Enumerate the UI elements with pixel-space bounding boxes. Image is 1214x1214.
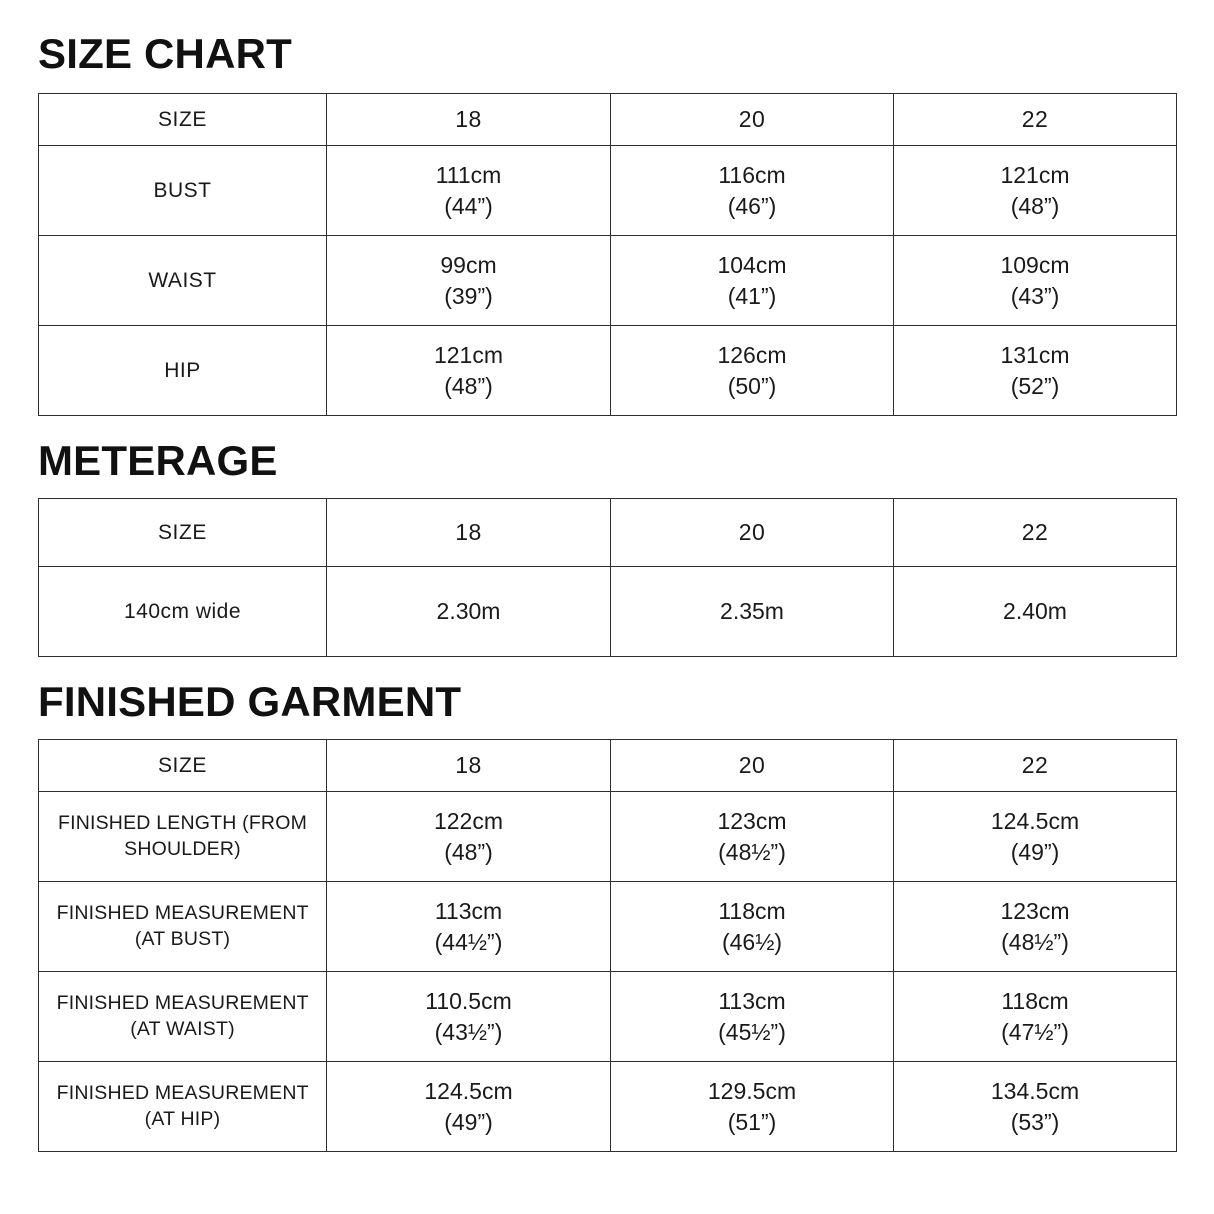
table-header-row: [39, 94, 1177, 146]
cell-hip-20: [611, 326, 894, 416]
table-row: [39, 326, 1177, 416]
value-inch: (44”): [444, 192, 493, 219]
section-heading-size-chart: SIZE CHART: [38, 30, 292, 77]
cell-finished-hip-22: [894, 1062, 1177, 1152]
column-header-size: SIZE: [39, 94, 327, 146]
table-row: [39, 146, 1177, 236]
cell-bust-22: [894, 146, 1177, 236]
cell-hip-18: [327, 326, 611, 416]
label-line-1: FINISHED LENGTH: [57, 811, 237, 834]
finished-garment-table: [38, 739, 1177, 1152]
value-inch: (47½”): [1001, 1018, 1069, 1045]
spacer: [38, 75, 1176, 93]
value-cm: 121cm: [433, 341, 504, 368]
row-label-finished-bust: [39, 882, 327, 972]
table-header-row: [39, 499, 1177, 567]
value-cm: 134.5cm: [990, 1077, 1080, 1104]
section-heading-finished-garment: FINISHED GARMENT: [38, 678, 462, 725]
cell-finished-hip-18: [327, 1062, 611, 1152]
spacer: [38, 723, 1176, 739]
value-cm: 99cm: [440, 251, 497, 278]
row-label-finished-hip: [39, 1062, 327, 1152]
row-label-waist: WAIST: [39, 236, 327, 326]
cell-meterage-18: 2.30m: [327, 567, 611, 657]
table-row: [39, 882, 1177, 972]
cell-finished-bust-20: [611, 882, 894, 972]
cell-waist-22: [894, 236, 1177, 326]
value-cm: 109cm: [1000, 251, 1070, 278]
label-line-2: (FROM SHOULDER): [124, 811, 308, 860]
value-cm: 104cm: [717, 251, 787, 278]
size-chart-table: [38, 93, 1177, 416]
value-inch: (53”): [1010, 1108, 1060, 1135]
cell-finished-hip-20: [611, 1062, 894, 1152]
label-line-1: FINISHED MEASUREMENT: [56, 1081, 309, 1104]
value-cm: 111cm: [435, 161, 502, 188]
value-inch: (44½”): [434, 928, 503, 955]
value-inch: (41”): [727, 282, 777, 309]
cell-finished-length-18: [327, 792, 611, 882]
value-cm: 129.5cm: [707, 1077, 797, 1104]
cell-finished-bust-18: [327, 882, 611, 972]
value-cm: 110.5cm: [425, 987, 512, 1014]
value-inch: (48”): [1010, 192, 1060, 219]
value-cm: 123cm: [717, 807, 787, 834]
label-line-2: (AT HIP): [144, 1107, 221, 1130]
cell-waist-18: [327, 236, 611, 326]
value-inch: (46”): [727, 192, 777, 219]
value-inch: (45½”): [718, 1018, 786, 1045]
cell-meterage-22: 2.40m: [894, 567, 1177, 657]
table-row: [39, 972, 1177, 1062]
row-label-bust: BUST: [39, 146, 327, 236]
column-header-18: 18: [327, 94, 611, 146]
value-cm: 122cm: [433, 807, 504, 834]
value-inch: (43½”): [434, 1018, 503, 1045]
value-inch: (46½): [721, 928, 783, 955]
value-cm: 126cm: [717, 341, 787, 368]
label-line-2: (AT BUST): [134, 927, 231, 950]
column-header-size: SIZE: [39, 499, 327, 567]
value-cm: 124.5cm: [990, 807, 1080, 834]
column-header-20: 20: [611, 740, 894, 792]
table-row: [39, 567, 1177, 657]
value-inch: (48”): [444, 838, 493, 865]
value-cm: 118cm: [718, 897, 786, 924]
cell-hip-22: [894, 326, 1177, 416]
label-line-1: FINISHED MEASUREMENT: [56, 901, 309, 924]
column-header-size: SIZE: [39, 740, 327, 792]
value-inch: (48½”): [1001, 928, 1069, 955]
label-line-1: FINISHED MEASUREMENT: [56, 991, 309, 1014]
table-header-row: [39, 740, 1177, 792]
column-header-18: 18: [327, 740, 611, 792]
value-cm: 124.5cm: [424, 1077, 513, 1104]
cell-finished-length-22: [894, 792, 1177, 882]
column-header-18: 18: [327, 499, 611, 567]
value-inch: (49”): [444, 1108, 493, 1135]
column-header-22: 22: [894, 740, 1177, 792]
value-cm: 116cm: [718, 161, 786, 188]
value-inch: (48”): [444, 372, 493, 399]
spacer: [38, 482, 1176, 498]
cell-meterage-20: 2.35m: [611, 567, 894, 657]
value-cm: 131cm: [1000, 341, 1070, 368]
row-label-fabric-width: 140cm wide: [39, 567, 327, 657]
value-cm: 123cm: [1000, 897, 1070, 924]
row-label-hip: HIP: [39, 326, 327, 416]
column-header-20: 20: [611, 499, 894, 567]
value-cm: 113cm: [434, 897, 503, 924]
row-label-finished-waist: [39, 972, 327, 1062]
cell-finished-bust-22: [894, 882, 1177, 972]
meterage-table: [38, 498, 1177, 657]
table-row: [39, 236, 1177, 326]
value-inch: (49”): [1010, 838, 1060, 865]
section-heading-meterage: METERAGE: [38, 437, 278, 484]
value-cm: 121cm: [1000, 161, 1070, 188]
cell-finished-waist-18: [327, 972, 611, 1062]
column-header-22: 22: [894, 499, 1177, 567]
column-header-22: 22: [894, 94, 1177, 146]
value-inch: (52”): [1010, 372, 1060, 399]
value-cm: 113cm: [718, 987, 786, 1014]
row-label-finished-length: [39, 792, 327, 882]
value-inch: (51”): [727, 1108, 777, 1135]
cell-waist-20: [611, 236, 894, 326]
value-inch: (39”): [444, 282, 493, 309]
label-line-2: (AT WAIST): [130, 1017, 235, 1040]
value-inch: (43”): [1010, 282, 1060, 309]
cell-finished-waist-20: [611, 972, 894, 1062]
cell-finished-length-20: [611, 792, 894, 882]
value-inch: (50”): [727, 372, 777, 399]
value-cm: 118cm: [1001, 987, 1069, 1014]
cell-finished-waist-22: [894, 972, 1177, 1062]
column-header-20: 20: [611, 94, 894, 146]
cell-bust-18: [327, 146, 611, 236]
cell-bust-20: [611, 146, 894, 236]
value-inch: (48½”): [718, 838, 786, 865]
table-row: [39, 792, 1177, 882]
table-row: [39, 1062, 1177, 1152]
